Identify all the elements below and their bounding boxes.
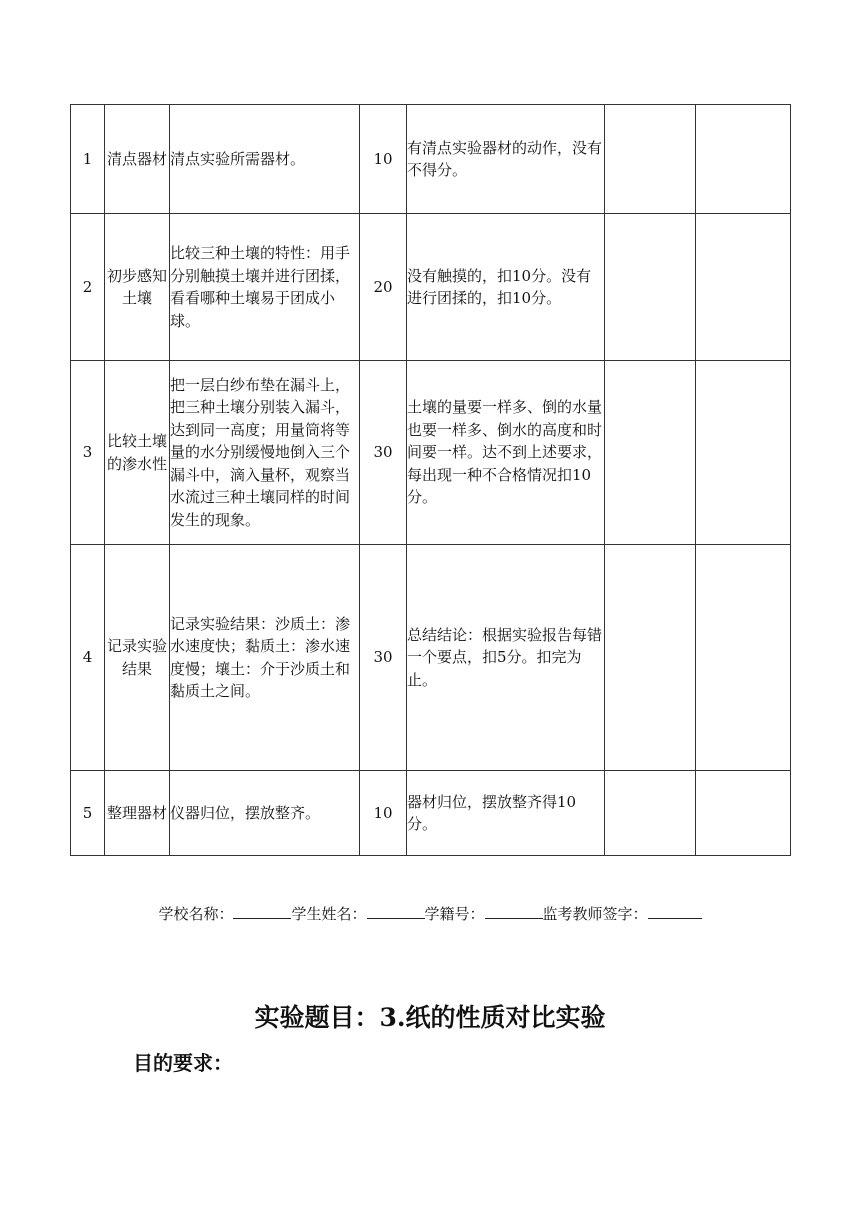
student-name-blank[interactable] xyxy=(367,904,425,919)
step-points: 30 xyxy=(360,545,407,771)
step-name: 比较土壤的渗水性 xyxy=(105,361,170,545)
step-points: 20 xyxy=(360,214,407,361)
row-number: 5 xyxy=(71,771,105,856)
score-cell xyxy=(605,361,696,545)
step-name: 整理器材 xyxy=(105,771,170,856)
remark-cell xyxy=(696,771,791,856)
requirements-heading: 目的要求： xyxy=(133,1051,233,1075)
scoring-criteria: 总结结论：根据实验报告每错一个要点，扣5分。扣完为止。 xyxy=(407,545,605,771)
step-points: 30 xyxy=(360,361,407,545)
signature-line xyxy=(0,903,860,924)
remark-cell xyxy=(696,214,791,361)
row-number: 3 xyxy=(71,361,105,545)
score-cell xyxy=(605,545,696,771)
step-points: 10 xyxy=(360,771,407,856)
score-cell xyxy=(605,105,696,214)
school-name-label: 学校名称： xyxy=(158,905,234,923)
teacher-signature-blank[interactable] xyxy=(648,904,702,919)
scoring-criteria: 土壤的量要一样多、倒的水量也要一样多、倒水的高度和时间要一样。达不到上述要求，每出现一种不合格情况扣10分。 xyxy=(407,361,605,545)
step-content: 把一层白纱布垫在漏斗上，把三种土壤分别装入漏斗，达到同一高度；用量筒将等量的水分别缓慢地倒入三个漏斗中，滴入量杯，观察当水流过三种土壤同样的时间发生的现象。 xyxy=(170,361,360,545)
table-row xyxy=(71,545,791,771)
score-cell xyxy=(605,214,696,361)
step-name: 清点器材 xyxy=(105,105,170,214)
teacher-signature-label: 监考教师签字： xyxy=(542,905,648,923)
table-row xyxy=(71,771,791,856)
remark-cell xyxy=(696,545,791,771)
step-content: 记录实验结果：沙质土：渗水速度快；黏质土：渗水速度慢；壤土：介于沙质土和黏质土之间。 xyxy=(170,545,360,771)
remark-cell xyxy=(696,361,791,545)
step-content: 清点实验所需器材。 xyxy=(170,105,360,214)
student-name-label: 学生姓名： xyxy=(291,905,367,923)
row-number: 2 xyxy=(71,214,105,361)
step-name: 记录实验结果 xyxy=(105,545,170,771)
step-content: 比较三种土壤的特性：用手分别触摸土壤并进行团揉，看看哪种土壤易于团成小球。 xyxy=(170,214,360,361)
remark-cell xyxy=(696,105,791,214)
row-number: 4 xyxy=(71,545,105,771)
table-row xyxy=(71,105,791,214)
scoring-criteria: 器材归位，摆放整齐得10分。 xyxy=(407,771,605,856)
score-cell xyxy=(605,771,696,856)
table-row xyxy=(71,361,791,545)
experiment-title: 实验题目：3.纸的性质对比实验 xyxy=(254,1003,606,1032)
scoring-criteria: 有清点实验器材的动作，没有不得分。 xyxy=(407,105,605,214)
step-content: 仪器归位，摆放整齐。 xyxy=(170,771,360,856)
scoring-table xyxy=(70,104,791,856)
row-number: 1 xyxy=(71,105,105,214)
table-row xyxy=(71,214,791,361)
step-points: 10 xyxy=(360,105,407,214)
student-id-blank[interactable] xyxy=(485,904,543,919)
step-name: 初步感知土壤 xyxy=(105,214,170,361)
student-id-label: 学籍号： xyxy=(424,905,485,923)
scoring-criteria: 没有触摸的，扣10分。没有进行团揉的，扣10分。 xyxy=(407,214,605,361)
school-name-blank[interactable] xyxy=(233,904,291,919)
